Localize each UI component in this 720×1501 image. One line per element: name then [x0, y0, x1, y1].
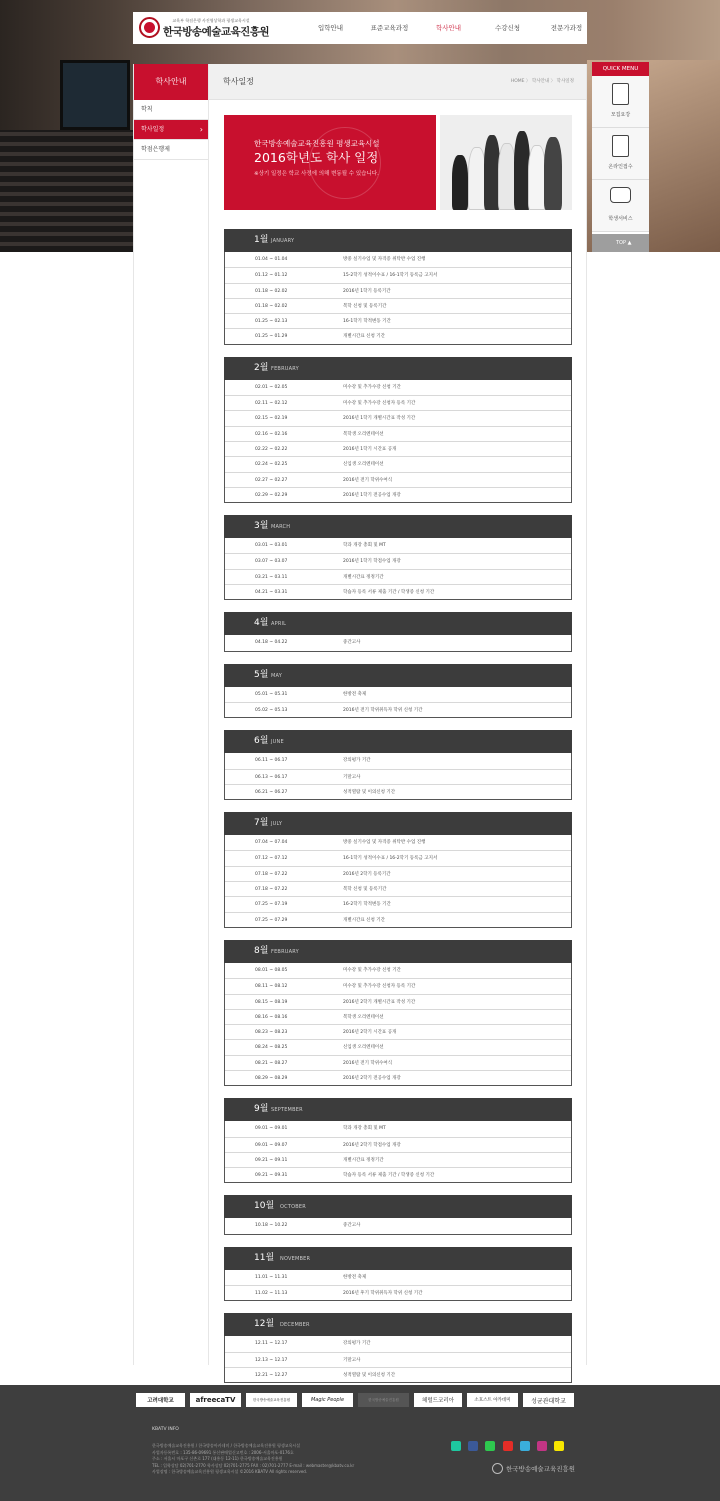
schedule-event: 기말고사	[343, 774, 361, 780]
schedule-date: 08.11 ~ 08.12	[255, 984, 288, 990]
main-nav	[301, 12, 596, 44]
schedule-date: 02.01 ~ 02.05	[255, 384, 288, 390]
schedule-row	[225, 881, 571, 896]
schedule-row	[225, 1218, 571, 1233]
schedule-row	[225, 1352, 571, 1367]
nav-item-curriculum[interactable]: 표준교육과정	[370, 24, 409, 32]
month-header	[224, 1098, 572, 1121]
schedule-row	[225, 912, 571, 927]
schedule-date: 08.15 ~ 08.19	[255, 999, 288, 1005]
schedule-row	[225, 1055, 571, 1070]
schedule-event: 개별시간표 정정기간	[343, 574, 384, 580]
footer-seal-icon	[492, 1463, 503, 1474]
schedule-row	[225, 1009, 571, 1024]
schedule-event: 2016년 전기 학위수여식	[343, 1060, 393, 1066]
month-name: 9월	[254, 1104, 269, 1115]
schedule-date: 09.21 ~ 09.11	[255, 1157, 288, 1163]
month-name: 4월	[254, 618, 269, 629]
schedule-row	[225, 380, 571, 395]
partner-logo-magic-people[interactable]: Magic People	[302, 1393, 353, 1407]
schedule-row	[225, 866, 571, 881]
month-english-name: DECEMBER	[280, 1322, 310, 1329]
schedule-row	[225, 1367, 571, 1382]
schedule-row	[225, 687, 571, 702]
schedule-event: 15-2학기 성적이수표 / 16-1학기 등록금 고지서	[343, 273, 438, 279]
schedule-event: 2016년 후기 학위취득자 학위 신청 기간	[343, 1291, 423, 1297]
schedule-event: 성적열람 및 이의신청 기간	[343, 789, 396, 795]
schedule-row	[225, 850, 571, 865]
schedule-event: 학습자 등록 서류 제출 기간 / 학생증 신청 기간	[343, 1173, 435, 1179]
footer-info-line: 주소 : 서울시 마포구 신촌로 177 (대흥동 12-11) 한국방송예술교육진흥원	[152, 1456, 283, 1462]
schedule-row	[225, 784, 571, 799]
schedule-table	[224, 380, 572, 503]
schedule-date: 07.18 ~ 07.22	[255, 871, 288, 877]
side-menu-item-rules[interactable]: 학칙	[134, 100, 208, 120]
schedule-table	[224, 1270, 572, 1302]
schedule-event: 복학 신청 및 등록기간	[343, 303, 387, 309]
schedule-date: 01.04 ~ 01.04	[255, 257, 288, 262]
schedule-date: 09.01 ~ 09.01	[255, 1126, 288, 1132]
schedule-row	[225, 328, 571, 343]
partner-logos	[136, 1393, 579, 1407]
schedule-date: 09.21 ~ 09.31	[255, 1173, 288, 1179]
schedule-row	[225, 553, 571, 568]
month-header	[224, 1247, 572, 1270]
schedule-date: 08.16 ~ 08.16	[255, 1014, 288, 1020]
schedule-date: 02.22 ~ 02.22	[255, 446, 288, 452]
figure-image	[544, 137, 562, 210]
site-header	[133, 12, 587, 44]
schedule-event: 미수강 및 추가수강 신청자 등록 기간	[343, 984, 416, 990]
schedule-date: 07.04 ~ 07.04	[255, 840, 288, 846]
footer-info-title: KBATV INFO	[152, 1427, 179, 1432]
schedule-date: 01.25 ~ 02.13	[255, 319, 288, 325]
partner-logo-skku[interactable]: 성균관대학교	[523, 1393, 574, 1407]
site-footer	[0, 1385, 720, 1501]
month-english-name: SEPTEMBER	[271, 1107, 303, 1114]
month-english-name: MARCH	[271, 524, 291, 531]
month-name: 3월	[254, 521, 269, 532]
schedule-event: 학습자 등록 서류 제출 기간 / 학생증 신청 기간	[343, 590, 435, 596]
month-name: 2월	[254, 362, 269, 373]
month-name: 1월	[254, 235, 269, 245]
schedule-event: 미수강 및 추가수강 신청자 등록 기간	[343, 401, 416, 407]
month-block	[224, 1313, 572, 1383]
schedule-event: 개별시간표 신청 기간	[343, 334, 385, 340]
schedule-event: 2016년 2학기 학점수업 개강	[343, 1142, 401, 1148]
schedule-table	[224, 1336, 572, 1383]
month-block	[224, 229, 572, 345]
schedule-table	[224, 687, 572, 719]
schedule-date: 02.16 ~ 02.16	[255, 431, 288, 437]
month-block	[224, 357, 572, 503]
partner-logo-korea-univ[interactable]: 고려대학교	[136, 1393, 185, 1407]
month-header	[224, 515, 572, 538]
month-english-name: JUNE	[271, 739, 284, 746]
month-block	[224, 515, 572, 600]
schedule-date: 05.02 ~ 05.13	[255, 707, 288, 713]
schedule-event: 학과 개강 총회 및 MT	[343, 1126, 386, 1132]
schedule-table	[224, 1121, 572, 1183]
month-english-name: JANUARY	[271, 238, 295, 244]
footer-info	[152, 1427, 354, 1475]
content-top-bar	[209, 64, 586, 100]
twitter-icon[interactable]	[520, 1441, 530, 1451]
schedule-event: 16-1학기 성적이수표 / 16-2학기 등록금 고지서	[343, 856, 438, 862]
schedule-row	[225, 702, 571, 717]
logo-subtitle: 교육부 학점은행 사진영상학과 평생교육시설	[172, 18, 250, 23]
month-block	[224, 730, 572, 800]
schedule-event: 2016년 전기 학위수여식	[343, 477, 393, 483]
schedule-row	[225, 472, 571, 487]
month-block	[224, 1195, 572, 1234]
schedule-date: 08.29 ~ 08.29	[255, 1075, 288, 1081]
schedule-row	[225, 896, 571, 911]
quick-item-recruit[interactable]	[592, 76, 649, 128]
schedule-date: 05.01 ~ 05.31	[255, 691, 288, 697]
month-name: 10월	[254, 1201, 275, 1212]
schedule-event: 미수강 및 추가수강 신청 기간	[343, 967, 401, 973]
schedule-event: 2016년 전기 학위취득자 학위 신청 기간	[343, 707, 423, 713]
month-english-name: FEBRUARY	[271, 365, 299, 372]
month-header	[224, 730, 572, 753]
month-block	[224, 1247, 572, 1302]
site-logo[interactable]	[139, 15, 270, 41]
schedule-table	[224, 538, 572, 600]
month-header	[224, 664, 572, 687]
schedule-event: 복학생 오리엔테이션	[343, 1014, 384, 1020]
schedule-row	[225, 298, 571, 313]
schedule-date: 06.13 ~ 06.17	[255, 774, 288, 780]
schedule-row	[225, 978, 571, 993]
schedule-date: 08.01 ~ 08.05	[255, 967, 288, 973]
schedule-event: 2016년 2학기 시간표 공개	[343, 1030, 397, 1036]
schedule-row	[225, 1285, 571, 1300]
schedule-date: 08.24 ~ 08.25	[255, 1045, 288, 1051]
month-english-name: JULY	[271, 821, 283, 828]
nav-item-admission[interactable]: 입학안내	[317, 24, 344, 32]
schedule-date: 03.21 ~ 03.11	[255, 574, 288, 580]
schedule-event: 학과 개강 총회 및 MT	[343, 543, 386, 549]
quick-menu-title: QUICK MENU	[592, 62, 649, 76]
schedule-date: 04.21 ~ 03.31	[255, 590, 288, 596]
month-block	[224, 1098, 572, 1183]
month-block	[224, 812, 572, 928]
schedule-date: 11.02 ~ 11.13	[255, 1291, 288, 1297]
banner-line-2: 2016학년도 학사 일정	[254, 150, 379, 165]
nav-item-academic[interactable]: 학사안내	[435, 24, 462, 32]
side-menu	[133, 64, 209, 1365]
kakaotalk-icon[interactable]	[554, 1441, 564, 1451]
nav-item-expert[interactable]: 전문가과정	[550, 24, 583, 32]
month-header	[224, 812, 572, 835]
month-english-name: FEBRUARY	[271, 948, 299, 955]
schedule-row	[225, 963, 571, 978]
logo-seal-icon	[139, 17, 160, 38]
schedule-row	[225, 769, 571, 784]
schedule-date: 10.18 ~ 10.22	[255, 1223, 288, 1229]
schedule-table	[224, 835, 572, 928]
schedule-row	[225, 569, 571, 584]
schedule-event: 개별시간표 신청 기간	[343, 917, 385, 923]
schedule-event: 2016년 1학기 개별시간표 작성 기간	[343, 416, 416, 422]
schedule-event: 한방전 축제	[343, 1274, 367, 1280]
schedule-row	[225, 1137, 571, 1152]
partner-logo-herald[interactable]: 헤럴드코리아	[414, 1393, 462, 1407]
schedule-date: 06.21 ~ 06.27	[255, 789, 288, 795]
schedule-event: 2016년 2학기 등록기간	[343, 871, 391, 877]
search-document-icon	[612, 83, 629, 105]
schedule-date: 07.12 ~ 07.12	[255, 856, 288, 862]
schedule-date: 02.27 ~ 02.27	[255, 477, 288, 483]
quick-item-label: 온라인접수	[608, 164, 633, 170]
partner-logo-afreecatv[interactable]: afreecaTV	[190, 1393, 241, 1407]
month-english-name: OCTOBER	[280, 1204, 306, 1211]
schedule-row	[225, 1336, 571, 1351]
schedule-date: 12.13 ~ 12.17	[255, 1357, 288, 1363]
schedule-event: 16-1학기 학적변동 기간	[343, 319, 391, 325]
figure-image	[452, 155, 468, 210]
schedule-row	[225, 487, 571, 502]
schedule-event: 방중 실기수업 및 자격증 위탁반 수업 진행	[343, 257, 426, 262]
month-name: 7월	[254, 818, 269, 829]
schedule-table	[224, 635, 572, 651]
page-title: 학사일정	[223, 77, 254, 86]
side-menu-item-credit-bank[interactable]: 학점은행제	[134, 140, 208, 160]
schedule-date: 02.15 ~ 02.19	[255, 416, 288, 422]
schedule-row	[225, 410, 571, 425]
schedule-date: 09.01 ~ 09.07	[255, 1142, 288, 1148]
banner-note: ※상기 일정은 학교 사정에 의해 변동될 수 있습니다.	[254, 171, 379, 177]
schedule-table	[224, 963, 572, 1086]
instagram-icon[interactable]	[537, 1441, 547, 1451]
schedule-event: 2016년 2학기 전공수업 개강	[343, 1075, 401, 1081]
schedule-event: 성적열람 및 이의신청 기간	[343, 1372, 396, 1378]
month-header	[224, 940, 572, 963]
schedule-event: 2016년 2학기 개별시간표 작성 기간	[343, 999, 416, 1005]
schedule-event: 개별시간표 정정기간	[343, 1157, 384, 1163]
schedule-date: 07.25 ~ 07.29	[255, 917, 288, 923]
month-header	[224, 1195, 572, 1218]
schedule-date: 01.25 ~ 01.29	[255, 334, 288, 340]
schedule-event: 2016년 1학기 전공수업 개강	[343, 492, 401, 498]
month-header	[224, 1313, 572, 1336]
schedule-row	[225, 395, 571, 410]
sns-links	[451, 1441, 571, 1451]
schedule-date: 07.25 ~ 07.19	[255, 902, 288, 908]
month-english-name: NOVEMBER	[280, 1255, 311, 1262]
schedule-date: 04.18 ~ 04.22	[255, 640, 288, 646]
schedule-event: 미수강 및 추가수강 신청 기간	[343, 384, 401, 390]
schedule-date: 01.12 ~ 01.12	[255, 273, 288, 279]
schedule-date: 03.01 ~ 03.01	[255, 543, 288, 549]
schedule-row	[225, 994, 571, 1009]
schedule-event: 신입생 오리엔테이션	[343, 462, 384, 468]
checklist-icon	[612, 135, 629, 157]
schedule-row	[225, 635, 571, 650]
schedule-row	[225, 1039, 571, 1054]
schedule-row	[225, 1152, 571, 1167]
schedule-date: 07.18 ~ 07.22	[255, 887, 288, 893]
schedule-event: 중간고사	[343, 1223, 361, 1229]
schedule-banner	[224, 115, 572, 210]
schedule-row	[225, 753, 571, 768]
schedule-date: 02.29 ~ 02.29	[255, 492, 288, 498]
main-content	[209, 64, 587, 1378]
top-button[interactable]: TOP ▲	[592, 234, 649, 252]
footer-info-line: 사업자등록번호 : 135-86-09691 통신판매업신고번호 : 2006-서울마포-0176호	[152, 1449, 294, 1455]
month-name: 6월	[254, 736, 269, 747]
schedule-event: 2016년 1학기 시간표 공개	[343, 446, 397, 452]
side-menu-title: 학사안내	[134, 64, 208, 100]
talk-icon[interactable]	[451, 1441, 461, 1451]
schedule-event: 신입생 오리엔테이션	[343, 1045, 384, 1051]
schedule-row	[225, 835, 571, 850]
schedule-list	[224, 229, 572, 1395]
footer-info-line: TEL : 입학상담 02)701-2770 학사상담 02)701-2775 FAX : 02)701-2777 E-mail : webmaster@kbatv.co.kr	[152, 1462, 355, 1468]
schedule-table	[224, 753, 572, 800]
schedule-table	[224, 1218, 572, 1234]
quick-item-label: 모집요강	[610, 112, 631, 118]
schedule-row	[225, 1024, 571, 1039]
schedule-row	[225, 538, 571, 553]
month-english-name: APRIL	[271, 621, 287, 628]
schedule-date: 08.21 ~ 08.27	[255, 1060, 288, 1066]
schedule-event: 중간고사	[343, 640, 361, 646]
monitor-image	[60, 60, 130, 130]
partner-logo-kbatv[interactable]: 한국방송예술교육진흥원	[246, 1393, 297, 1407]
month-name: 12월	[254, 1319, 275, 1330]
schedule-date: 03.07 ~ 03.07	[255, 559, 288, 565]
partner-logo-sohost[interactable]: 소호스트 아카데미	[467, 1393, 518, 1407]
banner-red-panel	[224, 115, 436, 210]
schedule-event: 강의평가 기간	[343, 1341, 371, 1347]
chat-bubble-icon	[610, 187, 631, 203]
schedule-date: 12.21 ~ 12.27	[255, 1372, 288, 1378]
month-block	[224, 940, 572, 1086]
banner-group-photo	[440, 115, 572, 210]
quick-menu	[592, 62, 649, 252]
month-english-name: MAY	[271, 672, 283, 679]
line-icon[interactable]	[485, 1441, 495, 1451]
nav-item-registration[interactable]: 수강신청	[494, 24, 521, 32]
schedule-event: 복학 신청 및 등록기간	[343, 887, 387, 893]
schedule-date: 02.24 ~ 02.25	[255, 462, 288, 468]
banner-line-1: 한국방송예술교육진흥원 평생교육시설	[254, 139, 380, 148]
schedule-event: 2016년 1학기 등록기간	[343, 288, 391, 294]
schedule-date: 06.11 ~ 06.17	[255, 758, 288, 764]
schedule-row	[225, 313, 571, 328]
footer-info-line: 사업장명 : 한국방송예술교육진흥원 평생교육시설 ©2016 KBATV All rights reserved.	[152, 1469, 308, 1475]
breadcrumb: HOME 〉 학사안내 〉 학사일정	[510, 79, 574, 84]
schedule-event: 방중 실기수업 및 자격증 위탁반 수업 진행	[343, 840, 426, 846]
schedule-row	[225, 1070, 571, 1085]
month-name: 5월	[254, 669, 269, 680]
schedule-row	[225, 267, 571, 282]
youtube-icon[interactable]	[503, 1441, 513, 1451]
month-header	[224, 229, 572, 252]
schedule-row	[225, 1270, 571, 1285]
schedule-event: 복학생 오리엔테이션	[343, 431, 384, 437]
schedule-date: 11.01 ~ 11.31	[255, 1274, 288, 1280]
schedule-event: 기말고사	[343, 1357, 361, 1363]
schedule-row	[225, 283, 571, 298]
footer-logo[interactable]	[492, 1463, 575, 1474]
month-block	[224, 612, 572, 651]
quick-item-label: 학생서비스	[608, 216, 633, 222]
schedule-event: 한방전 축제	[343, 691, 367, 697]
partner-logo-grey[interactable]: 한국방송예술진흥원	[358, 1393, 409, 1407]
footer-logo-name: 한국방송예술교육진흥원	[506, 1465, 576, 1473]
schedule-date: 08.23 ~ 08.23	[255, 1030, 288, 1036]
month-header	[224, 357, 572, 380]
logo-name: 한국방송예술교육진흥원	[163, 26, 270, 38]
schedule-date: 12.11 ~ 12.17	[255, 1341, 288, 1347]
schedule-event: 2016년 1학기 학점수업 개강	[343, 559, 401, 565]
month-header	[224, 612, 572, 635]
schedule-row	[225, 1121, 571, 1136]
side-menu-item-schedule[interactable]: 학사일정 ›	[134, 120, 208, 140]
schedule-event: 16-2학기 학적변동 기간	[343, 902, 391, 908]
schedule-row	[225, 252, 571, 267]
month-name: 11월	[254, 1252, 275, 1263]
schedule-date: 01.18 ~ 02.02	[255, 288, 288, 294]
month-block	[224, 664, 572, 719]
equipment-rack-image	[0, 130, 135, 252]
schedule-row	[225, 1167, 571, 1182]
schedule-row	[225, 441, 571, 456]
schedule-event: 강의평가 기간	[343, 758, 371, 764]
schedule-row	[225, 584, 571, 599]
month-name: 8월	[254, 945, 269, 956]
schedule-date: 01.18 ~ 02.02	[255, 303, 288, 309]
quick-item-service[interactable]	[592, 180, 649, 232]
schedule-row	[225, 426, 571, 441]
quick-item-apply[interactable]	[592, 128, 649, 180]
schedule-table	[224, 252, 572, 345]
schedule-row	[225, 456, 571, 471]
facebook-icon[interactable]	[468, 1441, 478, 1451]
footer-info-line: 한국방송예술교육진흥원 / 한국방송아카데미 / 한국방송예술교육진흥원 평생교육시설	[152, 1443, 301, 1449]
schedule-date: 02.11 ~ 02.12	[255, 401, 288, 407]
